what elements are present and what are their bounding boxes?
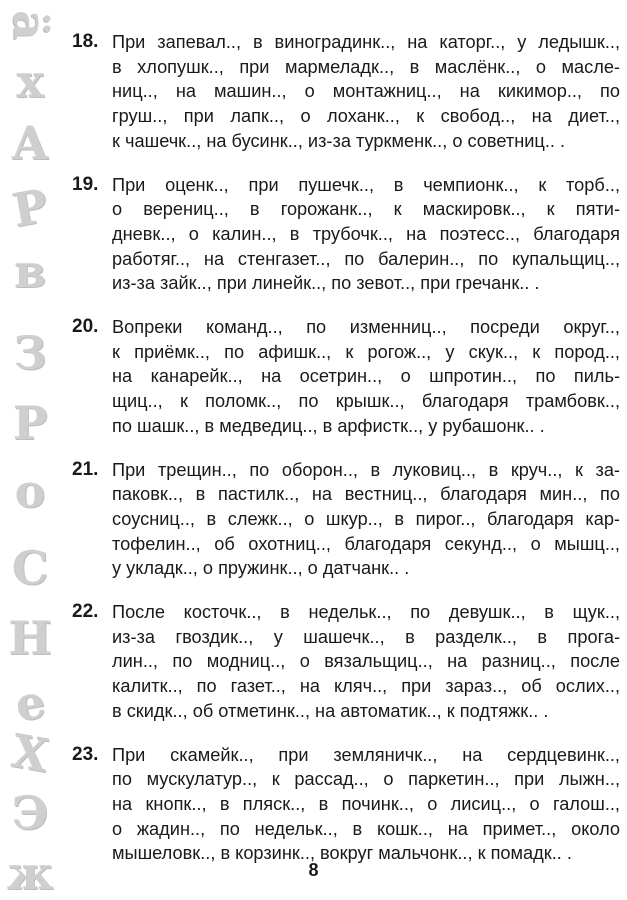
exercise-line: дневк.., о калин.., в трубочк.., на поэтесс.., благодаря [112, 223, 620, 244]
exercise-line: по мускулатур.., к рассад.., о паркетин.., при лыжн.., [112, 769, 620, 790]
exercise-line: из-за зайк.., при линейк.., по зевот.., при гречанк.. . [112, 273, 540, 294]
ornament-letter: Н [8, 611, 52, 665]
ornament-letter: Х [7, 723, 53, 783]
exercise-number: 18. [72, 31, 99, 52]
exercise-block [72, 743, 620, 867]
exercise-list [72, 30, 620, 885]
exercise-block [72, 600, 620, 724]
exercise-line: ниц.., на машин.., о монтажниц.., на кикимор.., по [112, 81, 620, 102]
exercise-line: на кнопк.., в пляск.., в починк.., о лисиц.., о галош.., [112, 793, 620, 814]
exercise-line: груш.., при лапк.., о лоханк.., к свобод.., на диет.., [112, 106, 620, 127]
exercise-line: в хлопушк.., при мармеладк.., в маслёнк.., о масле- [112, 56, 620, 77]
exercise-line: При скамейк.., при земляничк.., на сердцевинк.., [112, 744, 620, 765]
decorative-alphabet-border [0, 0, 64, 900]
ornament-letter: А [11, 116, 49, 170]
ornament-letter: Э [11, 786, 49, 840]
exercise-line: из-за гвоздик.., у шашечк.., в разделк.., в прога- [112, 626, 620, 647]
exercise-line: паковк.., в пастилк.., на вестниц.., благодаря мин.., по [112, 484, 620, 505]
ornament-letter: о [14, 464, 46, 518]
exercise-line: соусниц.., в слежк.., о шкур.., в пирог.., благодаря кар- [112, 508, 620, 529]
ornament-letter: ж [6, 846, 54, 900]
exercise-block [72, 315, 620, 439]
exercise-text [112, 315, 620, 439]
exercise-number: 19. [72, 173, 99, 195]
exercise-text [112, 600, 620, 724]
exercise-line: лин.., по модниц.., о вязальщиц.., на разниц.., после [112, 651, 620, 672]
exercise-number: 22. [72, 601, 99, 623]
exercise-line: по шашк.., в медведиц.., в арфистк.., у рубашонк.. . [112, 415, 545, 436]
exercise-line: При оценк.., при пушечк.., в чемпионк.., к торб.., [112, 174, 620, 195]
exercise-number: 21. [72, 458, 99, 480]
exercise-line: о жадин.., по недельк.., в кошк.., на примет.., около [112, 818, 620, 839]
exercise-line: После косточк.., в недельк.., по девушк.., в щук.., [112, 602, 620, 623]
ornament-letter: С [11, 541, 49, 595]
exercise-line: Вопреки команд.., по изменниц.., посреди округ.., [112, 317, 620, 338]
ornament-letter: е [10, 673, 50, 733]
ornament-letter: Р [8, 178, 52, 238]
exercise-line: При запевал.., в виноградинк.., на каторг.., у ледышк.., [112, 32, 620, 52]
exercise-number: 23. [72, 743, 99, 765]
exercise-block [72, 173, 620, 297]
exercise-line: щиц.., к поломк.., по крышк.., благодаря трамбовк.., [112, 391, 620, 412]
exercise-line: тофелин.., об охотниц.., благодаря секунд.., о мышц.., [112, 533, 620, 554]
ornament-letter: ä [3, 10, 57, 40]
exercise-line: у укладк.., о пружинк.., о датчанк.. . [112, 558, 410, 579]
exercise-number: 20. [72, 316, 99, 338]
exercise-text [112, 458, 620, 582]
exercise-line: о верениц.., в горожанк.., к маскировк.., к пяти- [112, 199, 620, 220]
exercise-line: на канарейк.., на осетрин.., о шпротин.., по пиль- [112, 366, 620, 387]
exercise-line: При трещин.., по оборон.., в луковиц.., в круч.., к за- [112, 459, 620, 480]
exercise-text [112, 173, 620, 297]
ornament-letter: х [16, 54, 44, 108]
exercise-line: мышеловк.., в корзинк.., вокруг мальчонк.., к помадк.. . [112, 843, 572, 864]
exercise-line: к чашечк.., на бусинк.., из-за туркменк.., о советниц.. . [112, 130, 566, 151]
ornament-letter: З [13, 326, 47, 380]
exercise-line: работяг.., на стенгазет.., по балерин.., по купальщиц.., [112, 248, 620, 269]
exercise-line: калитк.., по газет.., на кляч.., при зараз.., об ослих.., [112, 676, 620, 697]
page-number: 8 [308, 860, 319, 880]
ornament-letter: в [14, 244, 46, 298]
exercise-text [112, 743, 620, 867]
exercise-line: в скидк.., об отметинк.., на автоматик.., к подтяжк.. . [112, 700, 549, 721]
exercise-block [72, 458, 620, 582]
ornament-letter: Р [12, 396, 48, 450]
exercise-text [112, 30, 620, 154]
exercise-line: к приёмк.., по афишк.., к рогож.., у скук.., к пород.., [112, 341, 620, 362]
exercise-block [72, 30, 620, 154]
